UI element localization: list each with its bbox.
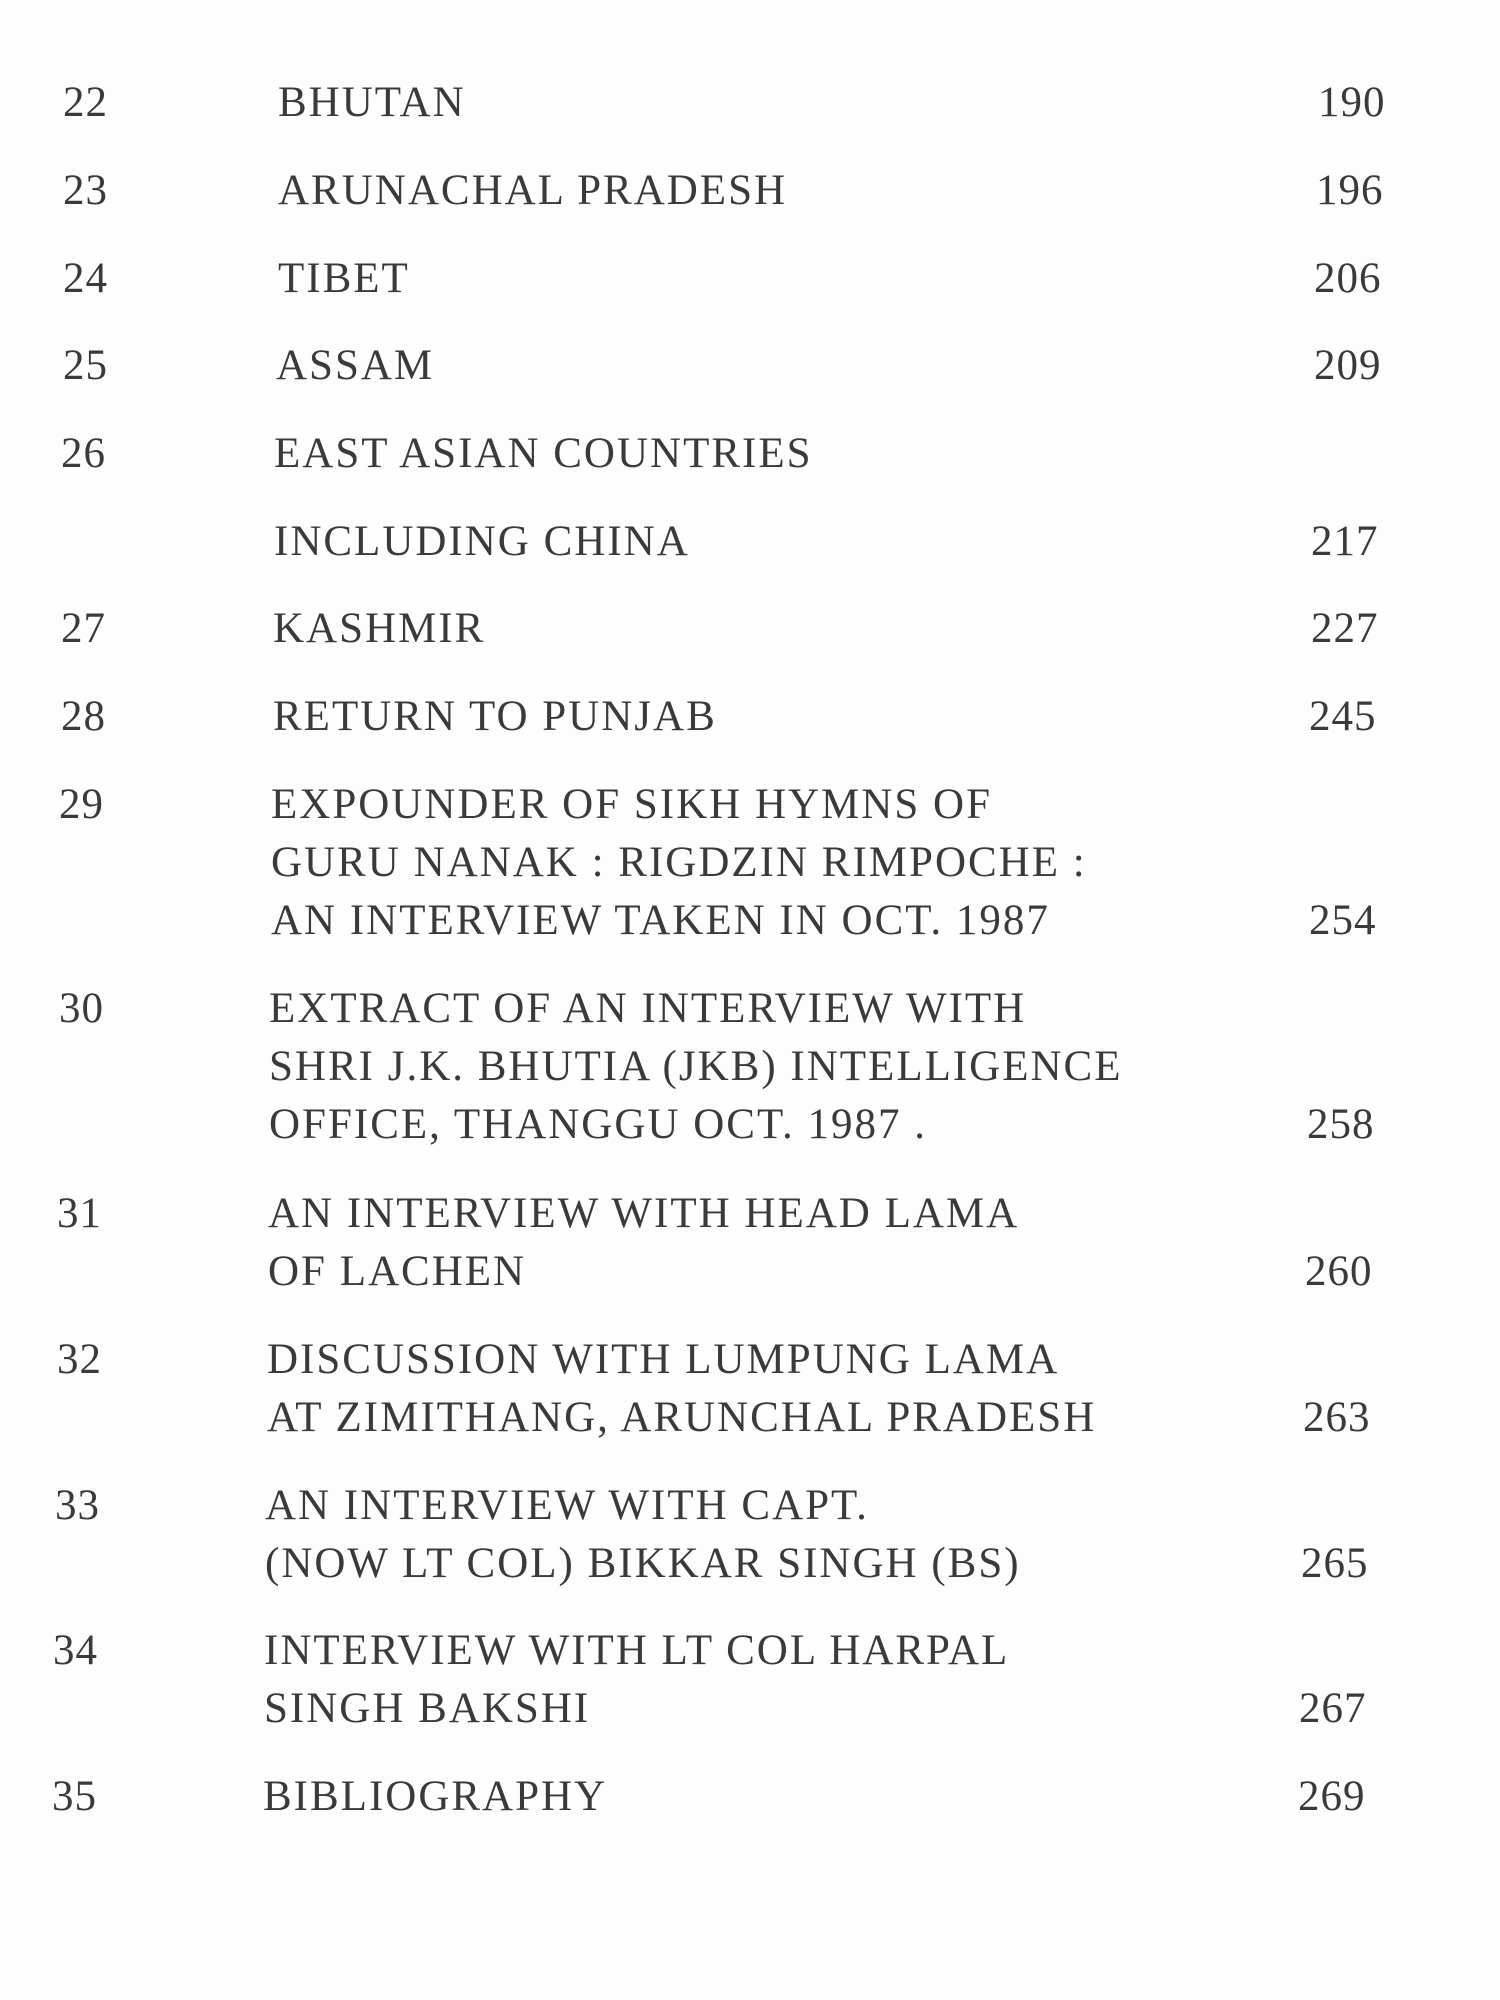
entry-title-line: (NOW LT COL) BIKKAR SINGH (BS) xyxy=(265,1540,1021,1587)
entry-page-number: 254 xyxy=(1309,897,1377,944)
entry-title-line: AT ZIMITHANG, ARUNCHAL PRADESH xyxy=(267,1394,1097,1441)
entry-number: 25 xyxy=(63,342,108,389)
entry-title xyxy=(268,1185,1019,1301)
entry-number: 30 xyxy=(59,985,104,1032)
entry-title xyxy=(276,337,434,395)
entry-title xyxy=(263,1768,607,1826)
entry-title xyxy=(274,410,813,586)
entry-title xyxy=(273,600,485,658)
entry-title-line: RETURN TO PUNJAB xyxy=(273,693,717,740)
entry-title-line: GURU NANAK : RIGDZIN RIMPOCHE : xyxy=(271,839,1087,886)
entry-page-number: 263 xyxy=(1303,1394,1371,1441)
entry-title-line: EAST ASIAN COUNTRIES xyxy=(274,430,813,477)
entry-number: 24 xyxy=(63,255,108,302)
entry-page-number: 209 xyxy=(1314,342,1382,389)
entry-page-number: 206 xyxy=(1314,255,1382,302)
entry-title-line: KASHMIR xyxy=(273,605,486,652)
entry-number: 23 xyxy=(63,167,108,214)
entry-title-line: BHUTAN xyxy=(278,79,466,126)
entry-page-number: 196 xyxy=(1316,167,1384,214)
entry-title-line: OFFICE, THANGGU OCT. 1987 . xyxy=(269,1101,928,1148)
entry-title-line: AN INTERVIEW WITH CAPT. xyxy=(265,1482,869,1529)
entry-number: 35 xyxy=(52,1773,97,1820)
entry-title-line: EXPOUNDER OF SIKH HYMNS OF xyxy=(271,781,992,828)
entry-page-number: 227 xyxy=(1311,605,1379,652)
entry-title xyxy=(264,1622,1009,1738)
entry-title xyxy=(278,162,787,220)
entry-title-line: INTERVIEW WITH LT COL HARPAL xyxy=(264,1627,1010,1674)
entry-title-line: AN INTERVIEW TAKEN IN OCT. 1987 xyxy=(271,897,1050,944)
entry-number: 28 xyxy=(61,693,106,740)
entry-title-line: ASSAM xyxy=(276,342,435,389)
entry-title-line: DISCUSSION WITH LUMPUNG LAMA xyxy=(267,1336,1060,1383)
entry-page-number: 245 xyxy=(1309,693,1377,740)
entry-title-line: OF LACHEN xyxy=(268,1248,527,1295)
entry-title xyxy=(278,74,466,132)
entry-title xyxy=(267,1331,1096,1447)
entry-title-line: ARUNACHAL PRADESH xyxy=(278,167,788,214)
entry-title-line: SHRI J.K. BHUTIA (JKB) INTELLIGENCE xyxy=(269,1043,1123,1090)
entry-title-line: EXTRACT OF AN INTERVIEW WITH xyxy=(269,985,1027,1032)
entry-title-line: SINGH BAKSHI xyxy=(264,1685,591,1732)
entry-page-number: 267 xyxy=(1299,1685,1367,1732)
entry-title-line: TIBET xyxy=(278,255,410,302)
entry-number: 26 xyxy=(61,430,106,477)
entry-title xyxy=(278,250,410,308)
entry-number: 33 xyxy=(55,1482,100,1529)
entry-title-line: AN INTERVIEW WITH HEAD LAMA xyxy=(268,1190,1020,1237)
entry-page-number: 265 xyxy=(1301,1540,1369,1587)
entry-page-number: 258 xyxy=(1307,1101,1375,1148)
entry-title xyxy=(265,1477,1021,1593)
entry-number: 34 xyxy=(53,1627,98,1674)
entry-number: 32 xyxy=(57,1336,102,1383)
entry-title-line: BIBLIOGRAPHY xyxy=(263,1773,608,1820)
entry-number: 29 xyxy=(59,781,104,828)
entry-number: 27 xyxy=(61,605,106,652)
entry-number: 31 xyxy=(57,1190,102,1237)
entry-page-number: 269 xyxy=(1298,1773,1366,1820)
entry-page-number: 217 xyxy=(1311,518,1379,565)
entry-number: 22 xyxy=(63,79,108,126)
entry-title xyxy=(269,980,1123,1154)
entry-title-line: INCLUDING CHINA xyxy=(274,518,690,565)
entry-title xyxy=(271,776,1087,950)
entry-title xyxy=(273,688,717,746)
entry-page-number: 260 xyxy=(1305,1248,1373,1295)
entry-page-number: 190 xyxy=(1318,79,1386,126)
